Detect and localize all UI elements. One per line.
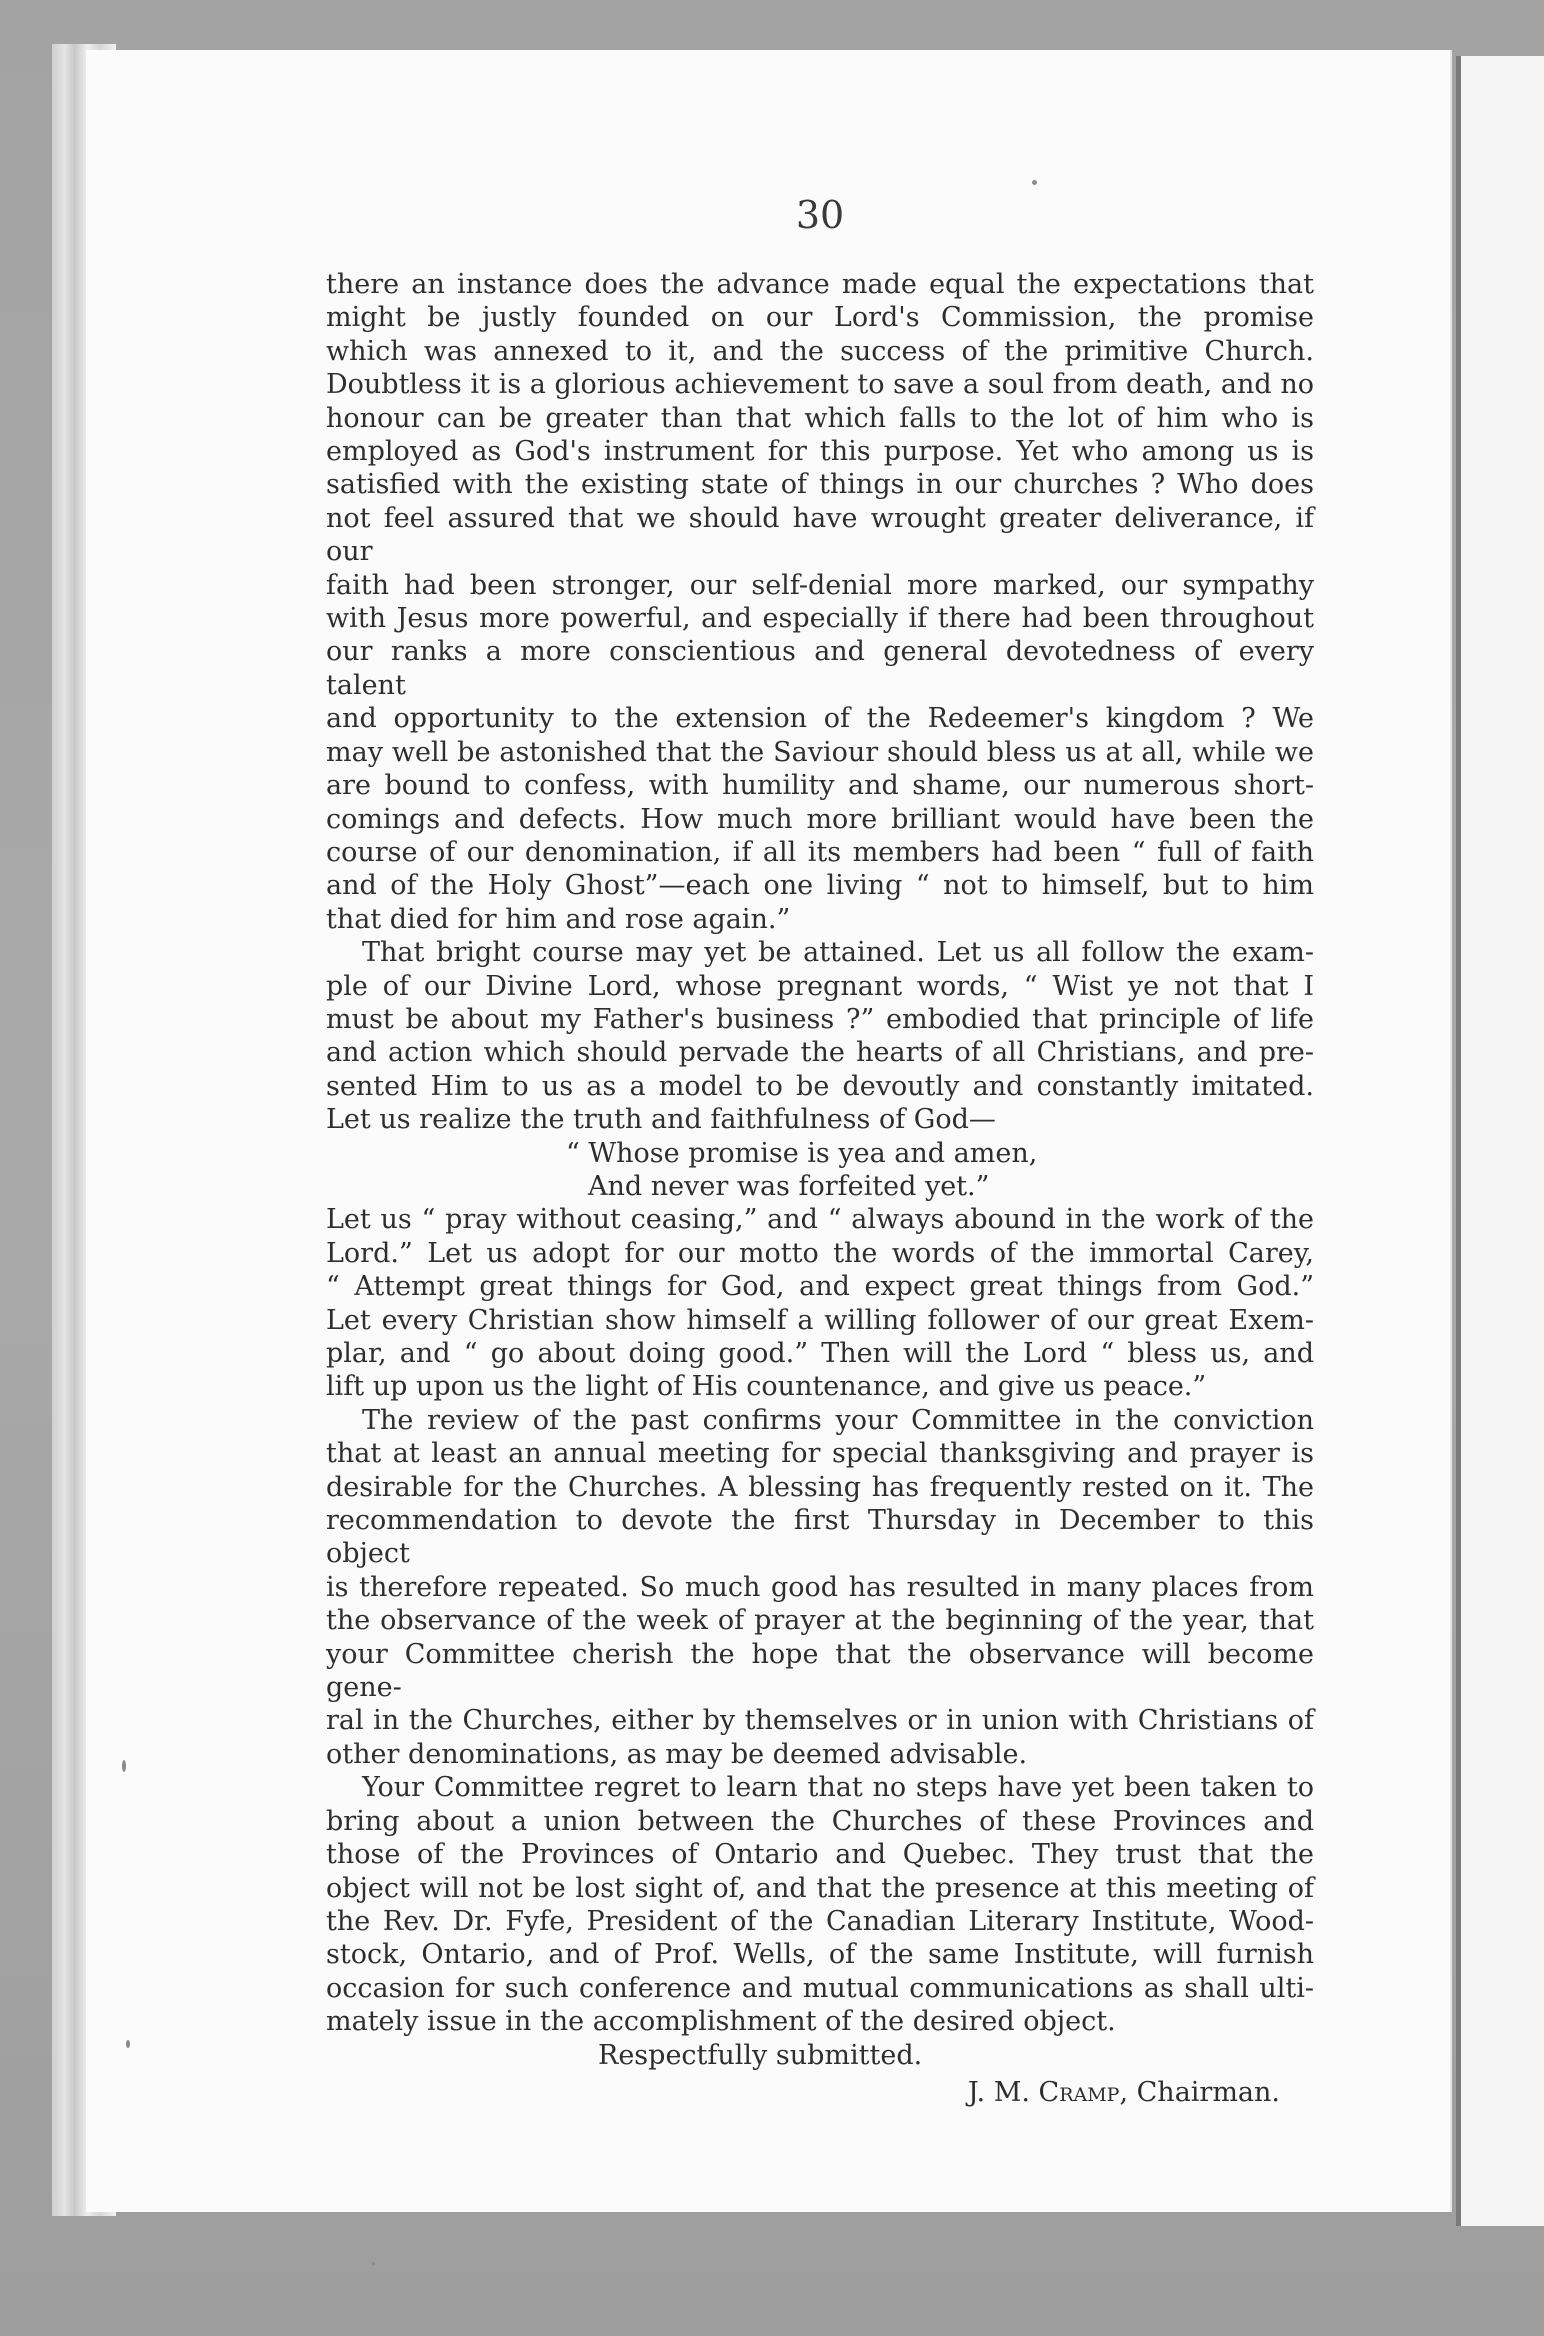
text-line: that died for him and rose again.” [326,903,791,935]
text-line: sented Him to us as a model to be devoutly and constantly imitated. [326,1070,1314,1102]
text-line: lift up upon us the light of His countenance, and give us peace.” [326,1371,1207,1403]
text-line: recommendation to devote the first Thursday in December to this object [326,1505,1314,1570]
dust-speck [372,2262,375,2265]
signature-title: Chairman. [1136,2076,1280,2108]
text-line: might be justly founded on our Lord's Commission, the promise [326,302,1314,334]
text-line: desirable for the Churches. A blessing has frequently rested on it. The [326,1471,1314,1503]
body-text [326,268,1314,2109]
text-line: Lord.” Let us adopt for our motto the words of the immortal Carey, [326,1237,1314,1269]
text-line: Doubtless it is a glorious achievement to save a soul from death, and no [326,369,1314,401]
signature [326,2076,1314,2109]
paragraph-5 [326,1771,1314,2038]
text-line: with Jesus more powerful, and especially if there had been throughout [326,603,1314,635]
text-line: ple of our Divine Lord, whose pregnant words, “ Wist ye not that I [326,970,1314,1002]
signature-name: J. M. Cramp, [967,2076,1129,2108]
text-line: the Rev. Dr. Fyfe, President of the Canadian Literary Institute, Wood- [326,1905,1314,1937]
text-line: Let us realize the truth and faithfulness of God— [326,1104,996,1136]
verse-line: “ Whose promise is yea and amen, [566,1137,1038,1169]
text-line: That bright course may yet be attained. Let us all follow the exam- [362,937,1314,969]
paragraph-2 [326,936,1314,1136]
text-line: and of the Holy Ghost”—each one living “ not to himself, but to him [326,870,1314,902]
text-line: your Committee cherish the hope that the observance will become gene- [326,1638,1314,1704]
text-line: which was annexed to it, and the success of the primitive Church. [326,335,1314,367]
text-line: ral in the Churches, either by themselves or in union with Christians of [326,1705,1314,1737]
text-line: Your Committee regret to learn that no steps have yet been taken to [362,1772,1314,1804]
text-line: our ranks a more conscientious and general devotedness of every talent [326,636,1314,701]
text-line: other denominations, as may be deemed advisable. [326,1738,1028,1770]
text-line: stock, Ontario, and of Prof. Wells, of the same Institute, will furnish [326,1939,1314,1971]
verse-line: And never was forfeited yet.” [588,1170,990,1202]
paragraph-1 [326,268,1314,936]
text-line: comings and defects. How much more brilliant would have been the [326,803,1314,835]
text-line: course of our denomination, if all its members had been “ full of faith [326,836,1314,868]
text-line: the observance of the week of prayer at the beginning of the year, that [326,1605,1314,1637]
paragraph-4 [326,1404,1314,1771]
text-line: not feel assured that we should have wrought greater deliverance, if our [326,502,1314,568]
text-line: mately issue in the accomplishment of the desired object. [326,2006,1116,2038]
closing-line: Respectfully submitted. [598,2039,923,2071]
text-line: occasion for such conference and mutual communications as shall ulti- [326,1972,1314,2004]
text-line: Let us “ pray without ceasing,” and “ always abound in the work of the [326,1204,1314,1236]
facing-page-edge [1456,56,1544,2226]
text-line: employed as God's instrument for this purpose. Yet who among us is [326,436,1314,468]
page-number: 30 [795,193,845,237]
text-line: that at least an annual meeting for special thanksgiving and prayer is [326,1438,1314,1470]
paragraph-3 [326,1203,1314,1403]
text-line: may well be astonished that the Saviour should bless us at all, while we [326,736,1314,768]
dust-speck [1032,180,1037,185]
text-line: those of the Provinces of Ontario and Quebec. They trust that the [326,1839,1314,1871]
text-line: must be about my Father's business ?” embodied that principle of life [326,1003,1314,1035]
text-line: and opportunity to the extension of the Redeemer's kingdom ? We [326,703,1314,735]
text-line: object will not be lost sight of, and that the presence at this meeting of [326,1872,1314,1904]
dust-speck [126,2040,130,2048]
dust-speck [122,1760,126,1772]
text-line: bring about a union between the Churches of these Provinces and [326,1805,1314,1837]
text-line: The review of the past confirms your Committee in the conviction [362,1404,1314,1436]
text-line: Let every Christian show himself a willing follower of our great Exem- [326,1304,1314,1336]
text-line: and action which should pervade the hearts of all Christians, and pre- [326,1037,1314,1069]
text-line: “ Attempt great things for God, and expect great things from God.” [326,1271,1314,1303]
text-line: are bound to confess, with humility and shame, our numerous short- [326,770,1314,802]
text-line: is therefore repeated. So much good has resulted in many places from [326,1571,1314,1603]
text-line: plar, and “ go about doing good.” Then will the Lord “ bless us, and [326,1338,1314,1369]
text-line: faith had been stronger, our self-denial more marked, our sympathy [326,569,1314,601]
text-line: honour can be greater than that which falls to the lot of him who is [326,402,1314,434]
text-line: there an instance does the advance made equal the expectations that [326,269,1314,300]
verse-quote [326,1137,1314,1204]
text-line: satisfied with the existing state of things in our churches ? Who does [326,469,1314,501]
